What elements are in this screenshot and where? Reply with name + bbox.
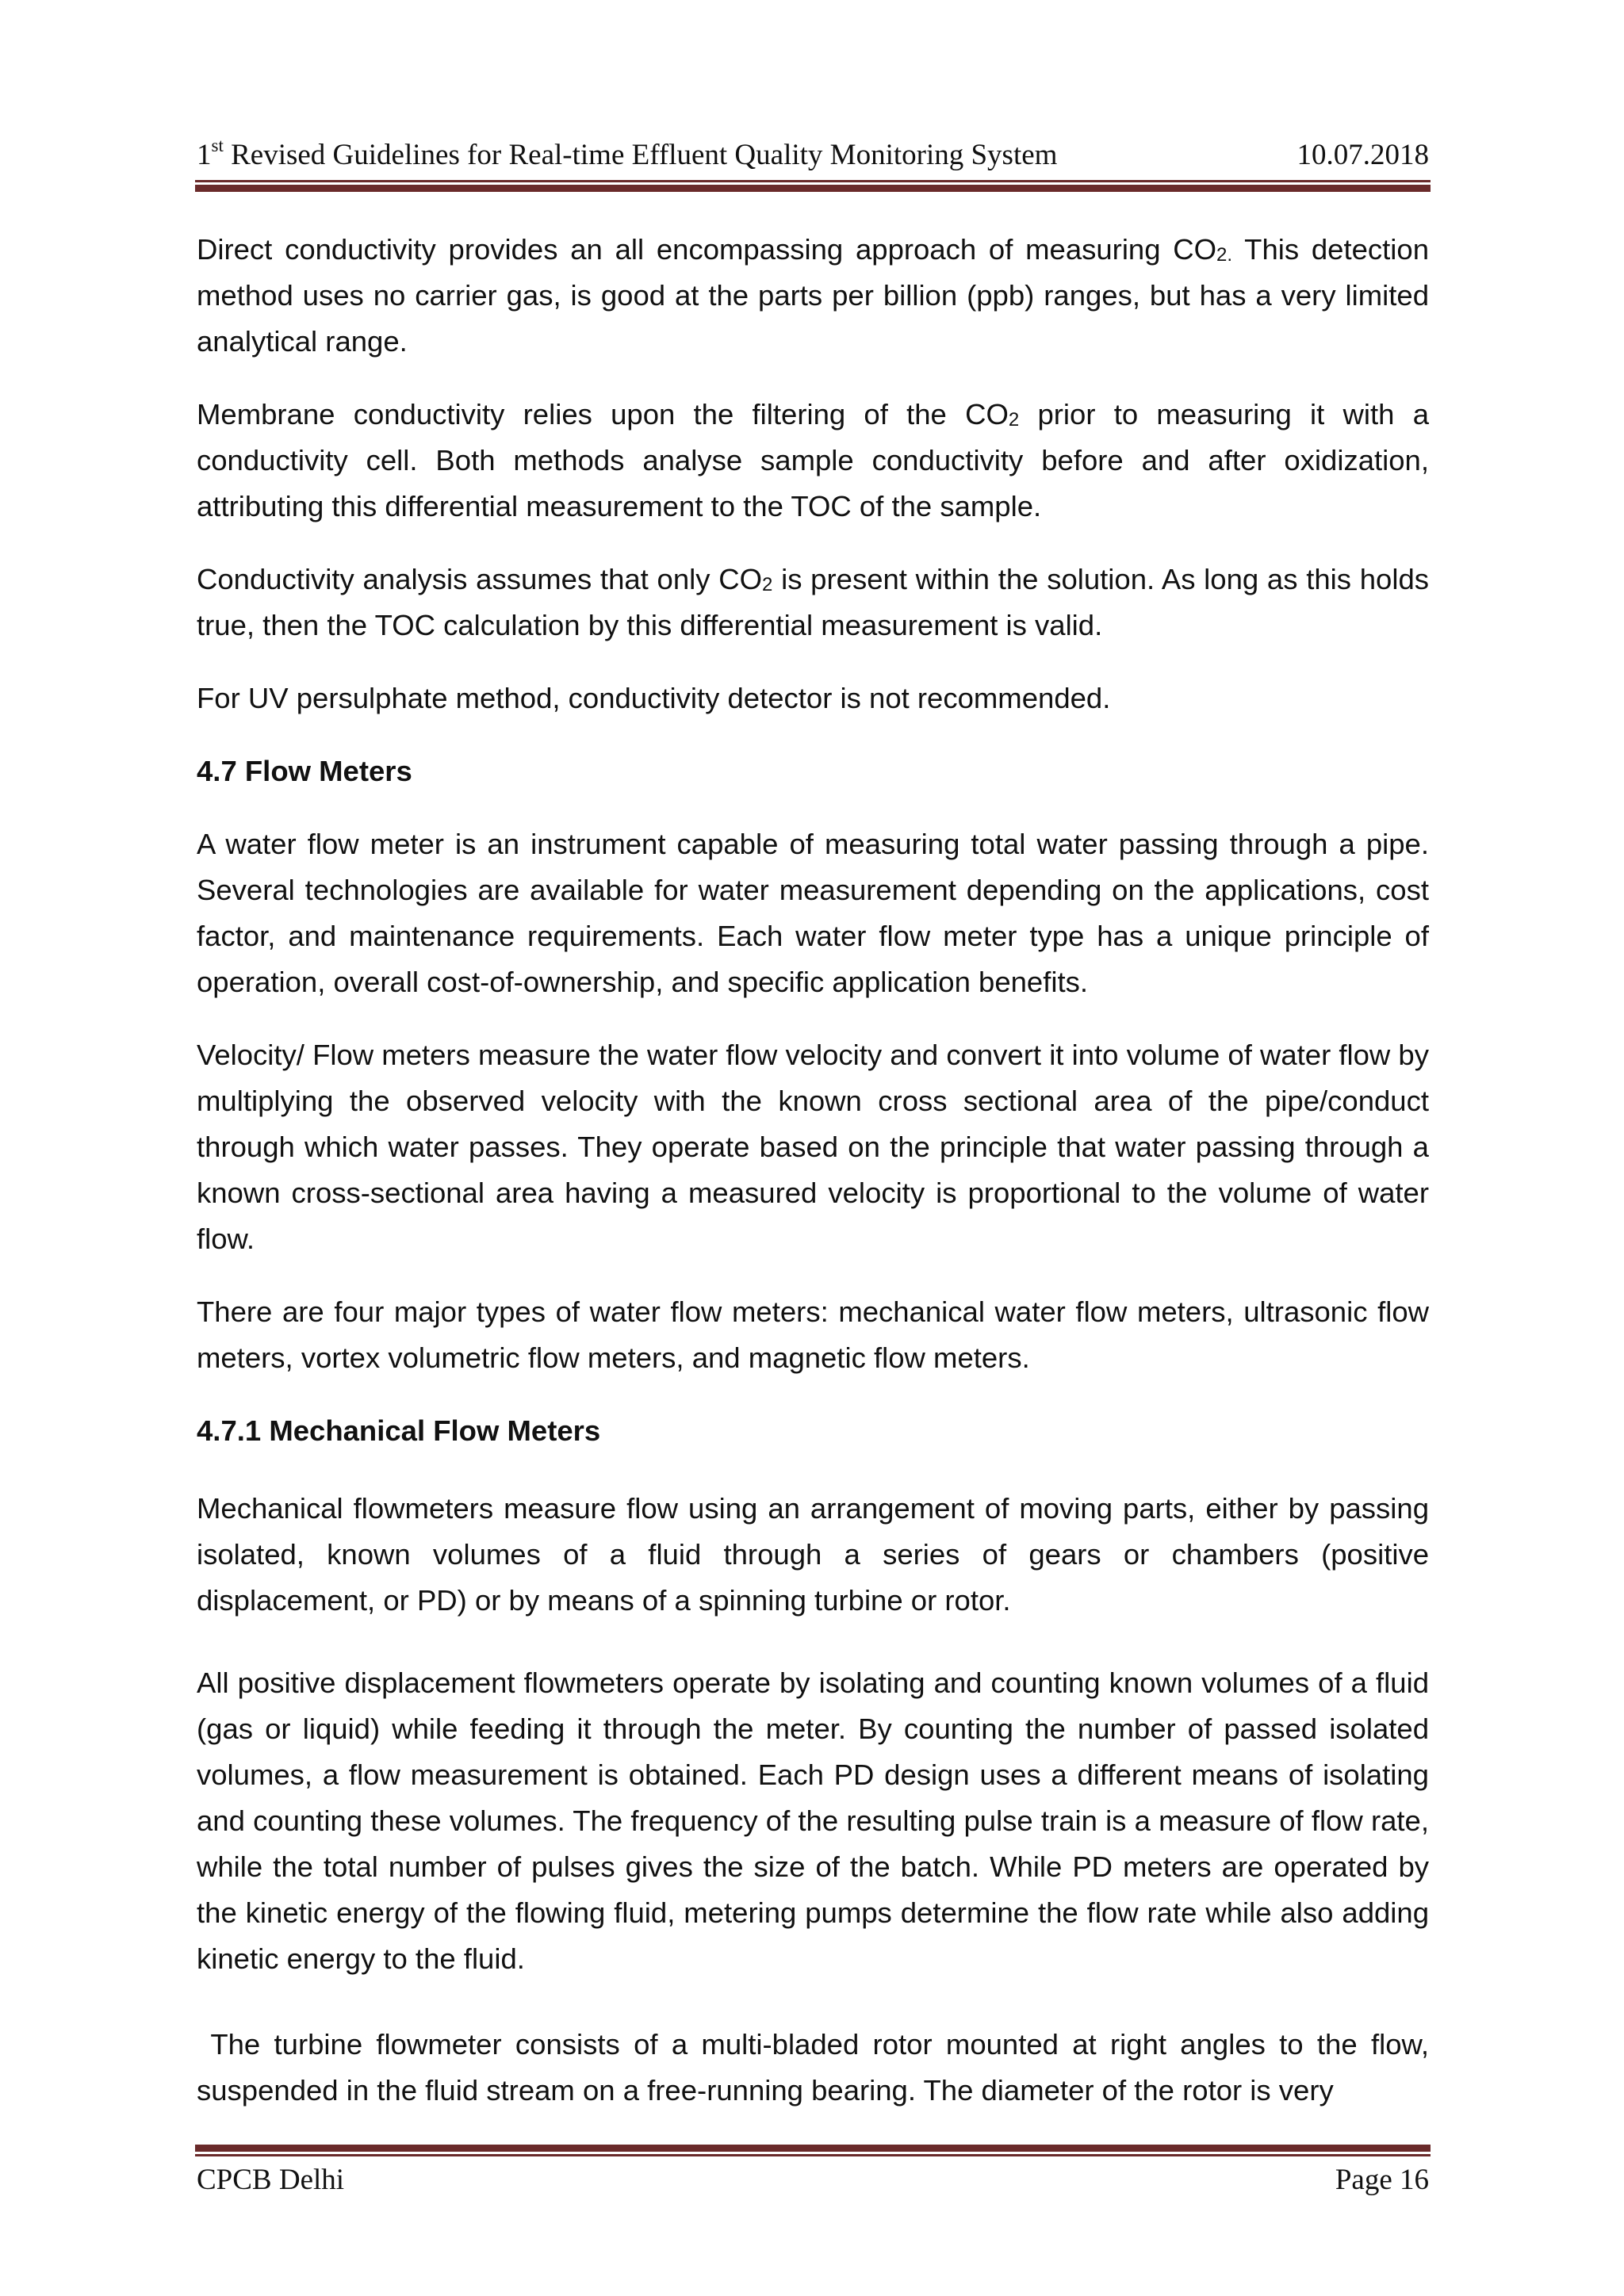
heading-flow-meters: 4.7 Flow Meters: [197, 755, 412, 787]
header-date: 10.07.2018: [1297, 139, 1429, 171]
p1-subscript: 2.: [1216, 244, 1233, 266]
paragraph-direct-conductivity: [197, 227, 1429, 365]
heading-mechanical-flow-meters: 4.7.1 Mechanical Flow Meters: [197, 1414, 601, 1447]
header-rule-thick: [195, 185, 1431, 192]
paragraph-membrane-conductivity: [197, 392, 1429, 530]
p2-text-a: Membrane conductivity relies upon the filtering of the CO: [197, 398, 1009, 430]
footer-organization: CPCB Delhi: [197, 2164, 345, 2196]
header-title-prefix: 1: [197, 139, 212, 171]
paragraph-positive-displacement: All positive displacement flowmeters operate by isolating and counting known volumes of a fluid (gas or liquid) while feeding it through the meter. By counting the number of passed isolated volumes, a flow measurement is obtained. Each PD design uses a different means of isolating and counting these volumes. The frequency of the resulting pulse train is a measure of flow rate, while the total number of pulses gives the size of the batch. While PD meters are operated by the kinetic energy of the flowing fluid, metering pumps determine the flow rate while also adding kinetic energy to the fluid.: [197, 1667, 1429, 1975]
paragraph-uv-persulphate: For UV persulphate method, conductivity detector is not recommended.: [197, 682, 1111, 714]
header-title-sup: st: [211, 135, 224, 155]
paragraph-conductivity-analysis: [197, 557, 1429, 649]
paragraph-velocity-flow-meters: Velocity/ Flow meters measure the water flow velocity and convert it into volume of water flow by multiplying the observed velocity with the known cross sectional area of the pipe/conduct through which water passes. They operate based on the principle that water passing through a known cross-sectional area having a measured velocity is proportional to the volume of water flow.: [197, 1039, 1429, 1255]
p1-text-b: This detection method uses no carrier gas, is good at the parts per billion (ppb) ranges, but has a very limited analytical range.: [197, 233, 1430, 358]
page-footer: [197, 2158, 1429, 2202]
paragraph-water-flow-meter: A water flow meter is an instrument capable of measuring total water passing through a pipe. Several technologies are available for water measurement depending on the applications, cost factor, and maintenance requirements. Each water flow meter type has a unique principle of operation, overall cost-of-ownership, and specific application benefits.: [197, 828, 1429, 998]
header-rule-thin: [195, 180, 1431, 182]
p3-text-a: Conductivity analysis assumes that only CO: [197, 563, 762, 595]
p3-text-b: is present within the solution. As long as this holds true, then the TOC calculation by this differential measurement is valid.: [197, 563, 1429, 641]
footer-rule-thin: [195, 2154, 1431, 2156]
footer-page-number: Page 16: [1335, 2164, 1429, 2196]
p2-subscript: 2: [1008, 409, 1020, 430]
header-title-rest: Revised Guidelines for Real-time Effluent Quality Monitoring System: [223, 139, 1058, 171]
page-header: [197, 133, 1429, 178]
page-body: [197, 227, 1438, 2114]
p1-text-a: Direct conductivity provides an all encompassing approach of measuring CO: [197, 233, 1217, 266]
p3-subscript: 2: [762, 574, 773, 595]
p2-text-b: prior to measuring it with a conductivity cell. Both methods analyse sample conductivity before and after oxidization, attributing this differential measurement to the TOC of the sample.: [197, 398, 1429, 522]
header-title: [197, 133, 1057, 178]
paragraph-turbine-flowmeter: The turbine flowmeter consists of a multi-bladed rotor mounted at right angles to the flow, suspended in the fluid stream on a free-running bearing. The diameter of the rotor is very: [197, 2028, 1438, 2107]
paragraph-four-types: There are four major types of water flow meters: mechanical water flow meters, ultrasonic flow meters, vortex volumetric flow meters, and magnetic flow meters.: [197, 1295, 1429, 1374]
paragraph-mechanical-flowmeters: Mechanical flowmeters measure flow using an arrangement of moving parts, either by passing isolated, known volumes of a fluid through a series of gears or chambers (positive displacement, or PD) or by means of a spinning turbine or rotor.: [197, 1492, 1429, 1617]
footer-rule-thick: [195, 2145, 1431, 2152]
